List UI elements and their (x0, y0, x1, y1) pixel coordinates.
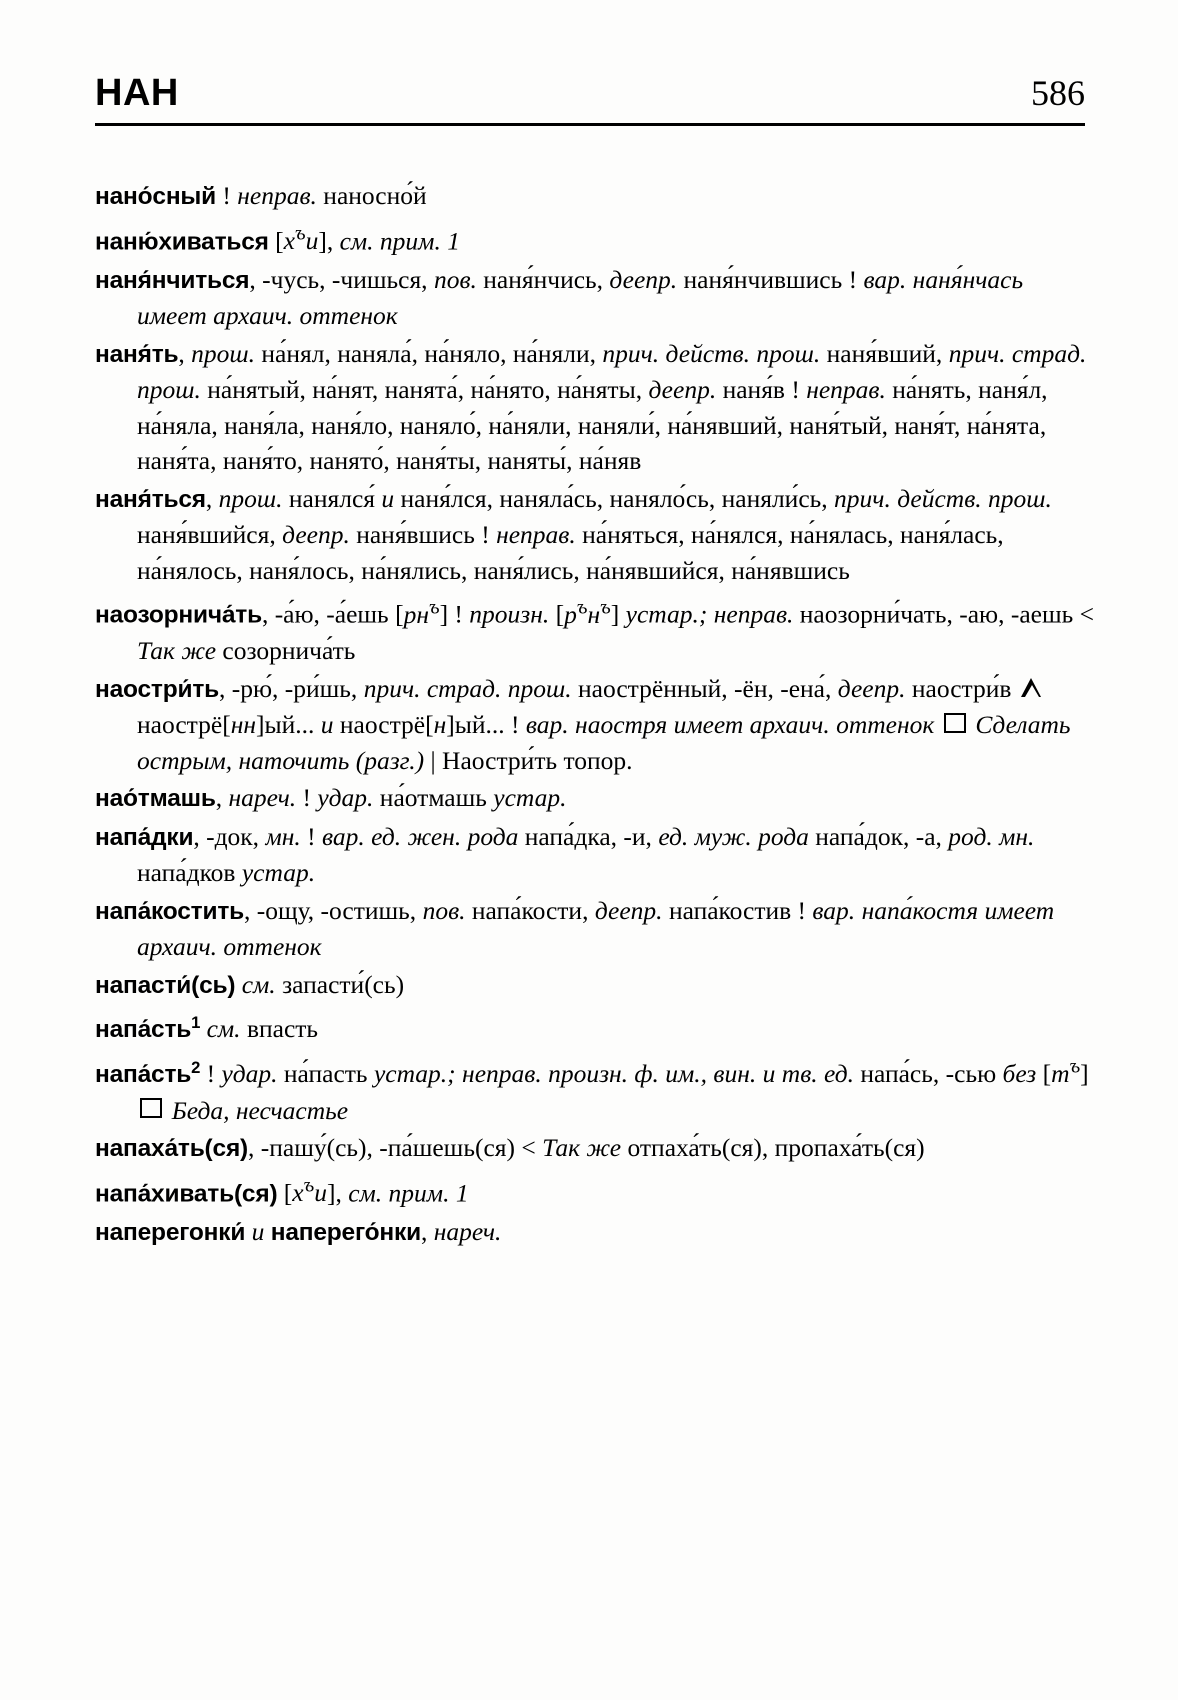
entry-body: , -а́ю, -а́ешь $[рн^ъ]$ ! произн. $[р^ън^ъ]$ устар.; неправ. наозорни́чать, -аю, -аешь < Так же созорнича́ть (137, 596, 1094, 665)
entry-headword: напа́костить (95, 897, 244, 925)
entry-headword: напаха́ть(ся) (95, 1135, 248, 1163)
entry-body: $[х^ъи]$, см. прим. 1 (277, 1174, 469, 1208)
dictionary-entry (95, 819, 1095, 891)
entry-headword: наня́ться (95, 485, 206, 513)
dictionary-entry (95, 262, 1095, 334)
entry-body: , прош. нанялся́ и наня́лся, наняла́сь, наняло́сь, наняли́сь, прич. действ. прош. наня́вшийся, деепр. наня́вшись ! неправ. на́няться, на́нялся, на́нялась, наня́лась, на́нялось, наня́лось, на́нялись, наня́лись, на́нявшийся, на́нявшись (137, 483, 1052, 585)
entry-headword: наня́ть (95, 340, 179, 368)
dictionary-entry (95, 481, 1095, 589)
page-number: 586 (1031, 73, 1085, 113)
entry-headword: нао́тмашь (95, 785, 216, 812)
entry-headword: наостри́ть (95, 675, 219, 703)
entry-body: ! неправ. наносно́й (216, 181, 427, 210)
entry-body: , -пашу́(сь), -па́шешь(ся) < Так же отпаха́ть(ся), пропаха́ть(ся) (248, 1133, 925, 1163)
triangle-icon (1021, 678, 1043, 697)
dictionary-entry (95, 217, 1095, 260)
entry-body: , прош. на́нял, наняла́, на́няло, на́няли, прич. действ. прош. наня́вший, прич. страд. прош. на́нятый, на́нят, нанята́, на́нято, на́няты, деепр. наня́в ! неправ. на́нять, наня́л, на́няла, наня́ла, наня́ло, наняло́, на́няли, наняли́, на́нявший, наня́тый, наня́т, на́нята, наня́та, наня́то, нанято́, наня́ты, наняты́, на́няв (137, 338, 1087, 475)
entry-headword: наперегонки́ (95, 1218, 246, 1246)
dictionary-entry (95, 1169, 1095, 1212)
square-icon (944, 713, 966, 733)
entry-headword: напа́сть$^1$ (95, 1013, 201, 1044)
dictionary-entry (95, 893, 1095, 965)
entry-body: , -чусь, -чишься, пов. наня́нчись, деепр. наня́нчившись ! вар. наня́нчась имеет архаич. оттенок (137, 264, 1024, 330)
entry-body: , нареч. ! удар. на́отмашь устар. (215, 783, 567, 812)
dictionary-entry (95, 967, 1095, 1004)
dictionary-entry (95, 590, 1095, 669)
entry-headword: наню́хиваться (95, 228, 269, 255)
entry-body: , -ощу, -остишь, пов. напа́кости, деепр. напа́костив ! вар. напа́костя имеет архаич. оттенок (137, 895, 1055, 961)
entry-headword: наозорнича́ть (95, 601, 262, 629)
entry-body: ! удар. на́пасть устар.; неправ. произн. ф. им., вин. и тв. ед. напа́сь, -сью без $[т^ъ]$ Беда, несчастье (137, 1059, 1089, 1125)
square-icon (140, 1098, 162, 1118)
dictionary-entry (95, 671, 1095, 779)
entry-list (95, 178, 1095, 1252)
dictionary-entry (95, 1005, 1095, 1048)
entry-body: см. впасть (206, 1014, 319, 1044)
entry-headword: напа́хивать(ся) (95, 1180, 278, 1208)
dictionary-entry (95, 178, 1095, 215)
dictionary-entry (95, 336, 1095, 479)
dictionary-entry (95, 1050, 1095, 1129)
running-head: НАН (95, 72, 179, 114)
dictionary-entry (95, 780, 1095, 817)
entry-body: см. запасти́(сь) (241, 969, 405, 999)
entry-headword: напа́дки (95, 823, 194, 851)
entry-headword: нано́сный (95, 183, 216, 210)
entry-body: , -рю́, -ри́шь, прич. страд. прош. наострённый, -ён, -ена́, деепр. наостри́в наострё[нн]ый... и наострё[н]ый... ! вар. наостря имеет архаич. оттенок Сделать острым, наточить (разг.) | Наостри́ть топор. (137, 673, 1071, 775)
dictionary-entry (95, 1130, 1095, 1167)
entry-body: , -док, мн. ! вар. ед. жен. рода напа́дка, -и, ед. муж. рода напа́док, -а, род. мн. напа́дков устар. (137, 821, 1035, 887)
entry-headword: напасти́(сь) (95, 971, 236, 999)
entry-body: и наперего́нки, нареч. (251, 1216, 502, 1246)
page-header (95, 72, 1085, 126)
entry-headword: напа́сть$^2$ (95, 1058, 201, 1089)
dictionary-entry (95, 1214, 1095, 1251)
entry-headword: наня́нчиться (95, 266, 250, 294)
entry-body: $[х^ъи]$, см. прим. 1 (268, 222, 460, 255)
